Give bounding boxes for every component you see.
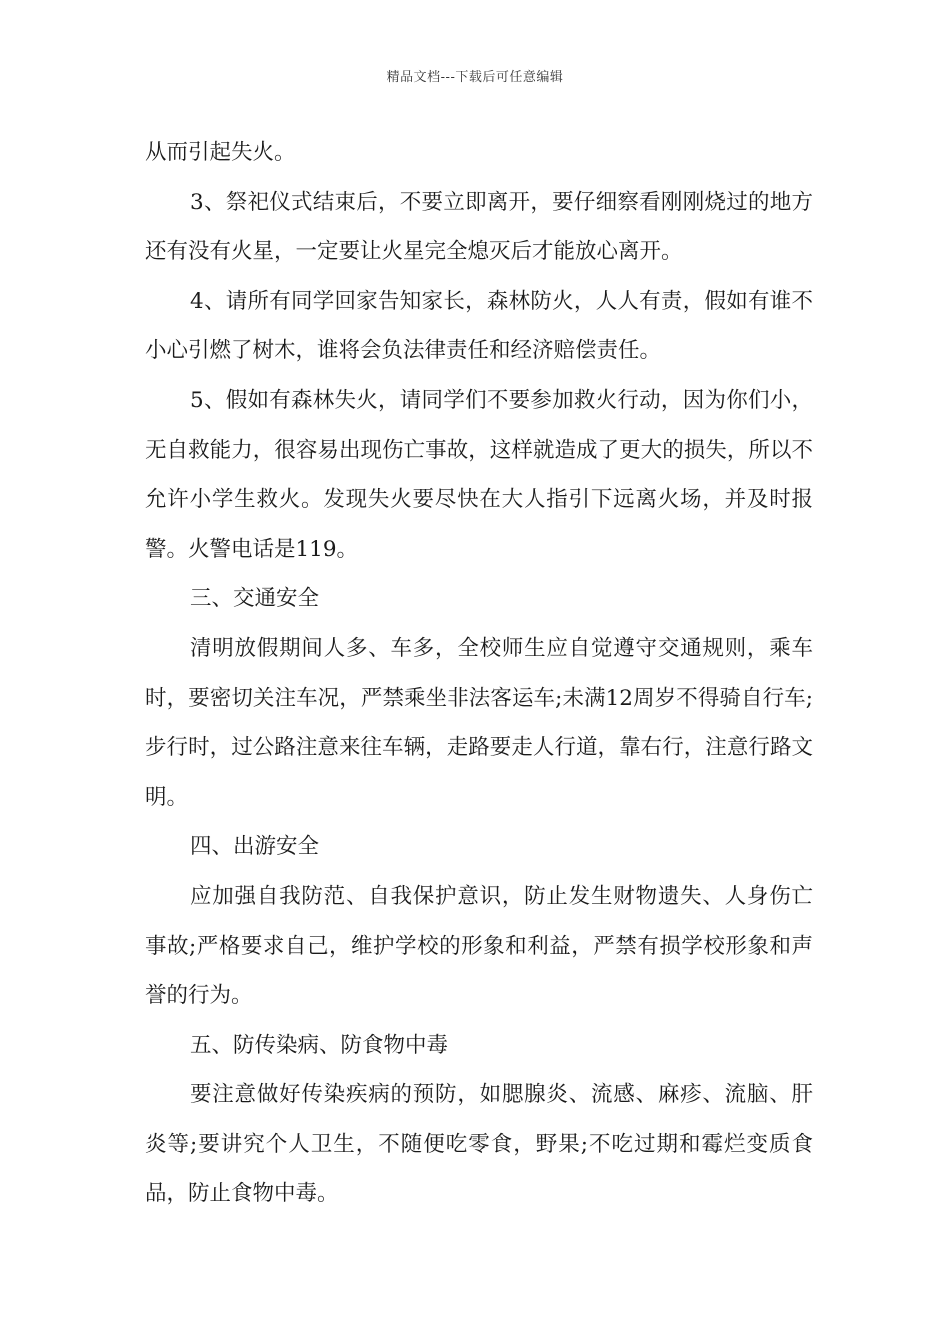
paragraph-disease-prevention: 要注意做好传染疾病的预防，如腮腺炎、流感、麻疹、流脑、肝炎等;要讲究个人卫生，不随便吃零食，野果;不吃过期和霉烂变质食品，防止食物中毒。 [145, 1082, 813, 1207]
page-header: 精品文档---下载后可任意编辑 [386, 70, 564, 85]
paragraph-item-4: 4、请所有同学回家告知家长，森林防火，人人有责，假如有谁不小心引燃了树木，谁将会负法律责任和经济赔偿责任。 [145, 288, 813, 364]
section-heading-travel-safety: 四、出游安全 [190, 834, 320, 860]
section-heading-traffic-safety: 三、交通安全 [190, 586, 320, 612]
document-body [145, 128, 813, 1219]
section-heading-disease-prevention: 五、防传染病、防食物中毒 [190, 1032, 449, 1058]
paragraph-item-5: 5、假如有森林失火，请同学们不要参加救火行动，因为你们小，无自救能力，很容易出现伤亡事故，这样就造成了更大的损失，所以不允许小学生救火。发现失火要尽快在大人指引下远离火场，并及时报警。火警电话是119。 [145, 387, 813, 562]
paragraph-continuation: 从而引起失火。 [145, 140, 296, 165]
paragraph-travel-safety: 应加强自我防范、自我保护意识，防止发生财物遗失、人身伤亡事故;严格要求自己，维护学校的形象和利益，严禁有损学校形象和声誉的行为。 [145, 883, 813, 1009]
paragraph-traffic-safety: 清明放假期间人多、车多，全校师生应自觉遵守交通规则，乘车时，要密切关注车况，严禁乘坐非法客运车;未满12周岁不得骑自行车;步行时，过公路注意来往车辆，走路要走人行道，靠右行，注意行路文明。 [145, 635, 813, 810]
paragraph-item-3: 3、祭祀仪式结束后，不要立即离开，要仔细察看刚刚烧过的地方还有没有火星，一定要让火星完全熄灭后才能放心离开。 [145, 189, 813, 265]
